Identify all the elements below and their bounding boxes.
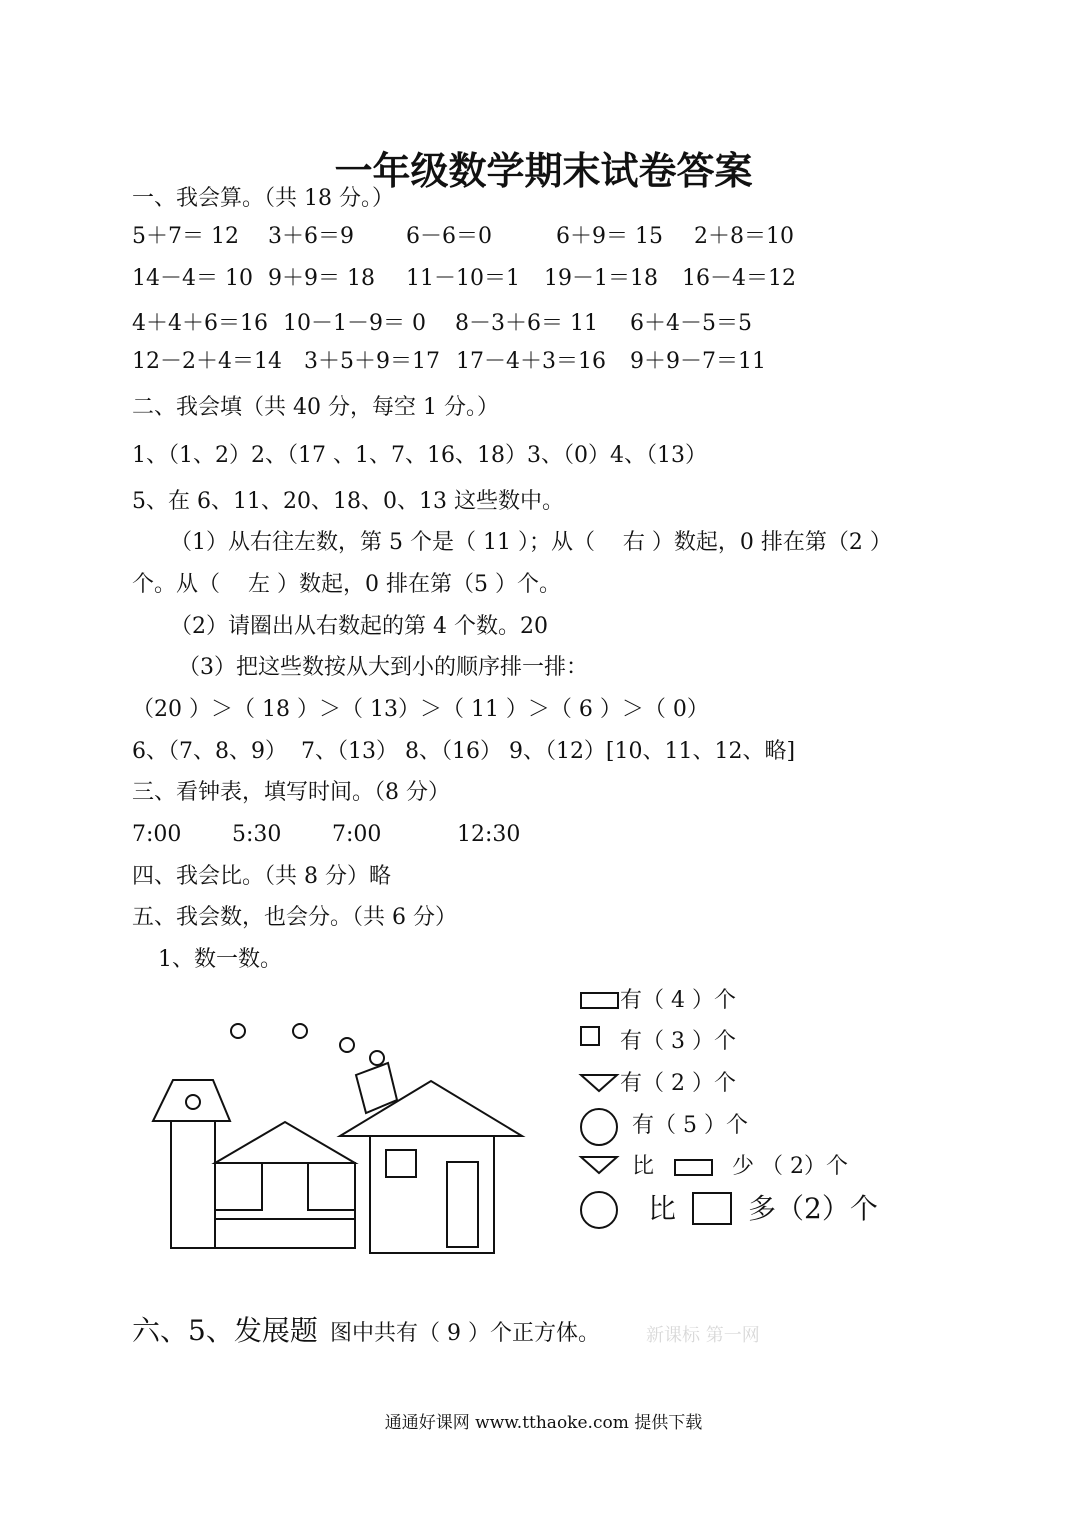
compare-square	[693, 1193, 731, 1224]
section-6-answer: 图中共有（ 9 ）个正方体。	[330, 1321, 600, 1346]
fill-5-part-1: （1）从右往左数，第 5 个是（ 11 ）；从（ 右 ）数起，0 排在第（2 ）	[170, 530, 892, 555]
legend-square	[581, 1027, 599, 1045]
smoke-circle-4	[370, 1051, 384, 1065]
section-3-heading: 三、看钟表，填写时间。（8 分）	[132, 780, 450, 805]
tower-roof	[153, 1080, 230, 1121]
middle-roof	[215, 1122, 355, 1163]
calc-1-2: 3＋6＝9	[268, 224, 354, 249]
compare-1-pre: 比	[632, 1154, 655, 1179]
calc-3-2: 10－1－9＝ 0	[283, 311, 426, 336]
calc-1-1: 5＋7＝ 12	[132, 224, 239, 249]
calc-3-3: 8－3＋6＝ 11	[455, 311, 598, 336]
calc-2-4: 19－1＝18	[544, 266, 658, 291]
fill-5-part-2: （2）请圈出从右数起的第 4 个数。20	[170, 614, 548, 639]
right-body	[370, 1136, 494, 1253]
calc-4-1: 12－2＋4＝14	[132, 349, 282, 374]
calc-1-5: 2＋8＝10	[694, 224, 794, 249]
smoke-circle-2	[293, 1024, 307, 1038]
calc-4-4: 9＋9－7＝11	[630, 349, 766, 374]
section-1-heading: 一、我会算。（共 18 分。）	[132, 186, 394, 211]
legend-circle	[581, 1109, 617, 1145]
calc-1-4: 6＋9＝ 15	[556, 224, 663, 249]
calc-3-1: 4＋4＋6＝16	[132, 311, 268, 336]
time-1: 7:00	[132, 822, 182, 847]
middle-body	[215, 1163, 355, 1248]
page-title: 一年级数学期末试卷答案	[334, 149, 753, 193]
count-squares: 有（ 3 ）个	[620, 1029, 736, 1054]
calc-2-3: 11－10＝1	[406, 266, 520, 291]
time-4: 12:30	[457, 822, 521, 847]
middle-window-right	[308, 1163, 355, 1210]
calc-1-3: 6－6＝0	[406, 224, 492, 249]
middle-window-left	[215, 1163, 262, 1210]
fill-5-part-3: （3）把这些数按从大到小的顺序排一排：	[178, 655, 588, 680]
calc-2-5: 16－4＝12	[682, 266, 796, 291]
smoke-circle-1	[231, 1024, 245, 1038]
fill-5-part-1-cont: 个。从（ 左 ）数起，0 排在第（5 ）个。	[132, 572, 561, 597]
footer: 通通好课网 www.tthaoke.com 提供下载	[384, 1413, 703, 1433]
time-3: 7:00	[332, 822, 382, 847]
compare-triangle	[581, 1157, 617, 1173]
legend-rectangle	[581, 993, 618, 1008]
right-roof	[340, 1081, 522, 1136]
fill-question-5: 5、在 6、11、20、18、0、13 这些数中。	[132, 489, 564, 514]
section-5-heading: 五、我会数，也会分。（共 6 分）	[132, 905, 457, 930]
tower-window-circle	[186, 1095, 200, 1109]
section-2-heading: 二、我会填（共 40 分，每空 1 分。）	[132, 395, 499, 420]
compare-2-post: 多（2）个	[748, 1192, 878, 1225]
count-triangles: 有（ 2 ）个	[620, 1071, 736, 1096]
legend-triangle	[581, 1075, 617, 1091]
compare-1-post: 少 （ 2）个	[732, 1154, 848, 1179]
right-window	[386, 1150, 416, 1177]
calc-2-2: 9＋9＝ 18	[268, 266, 375, 291]
tower-body	[171, 1121, 215, 1248]
compare-circle	[581, 1192, 617, 1228]
calc-4-2: 3＋5＋9＝17	[304, 349, 440, 374]
calc-4-3: 17－4＋3＝16	[456, 349, 606, 374]
watermark-text: 新课标 第一网	[646, 1325, 760, 1346]
right-door	[447, 1162, 478, 1247]
fill-answers-1-4: 1、（1、2）2、（17 、1、7、16、18）3、（0）4、（13）	[132, 443, 707, 468]
section-5-sub: 1、数一数。	[158, 947, 282, 972]
compare-rectangle	[675, 1160, 712, 1175]
count-rectangles: 有（ 4 ）个	[620, 988, 736, 1013]
ordering-answer: （20 ）＞（ 18 ）＞（ 13）＞（ 11 ）＞（ 6 ）＞（ 0）	[132, 697, 709, 722]
time-2: 5:30	[232, 822, 282, 847]
count-circles: 有（ 5 ）个	[632, 1113, 748, 1138]
smoke-circle-3	[340, 1038, 354, 1052]
fill-answers-6-10: 6、（7、8、9） 7、（13） 8、（16） 9、（12）[10、11、12、略]	[132, 739, 796, 764]
section-4-heading: 四、我会比。（共 8 分）略	[132, 864, 391, 889]
section-6-label: 六、5、发展题	[132, 1314, 318, 1347]
calc-3-4: 6＋4－5＝5	[630, 311, 752, 336]
compare-2-pre: 比	[648, 1192, 677, 1225]
calc-2-1: 14－4＝ 10	[132, 266, 253, 291]
